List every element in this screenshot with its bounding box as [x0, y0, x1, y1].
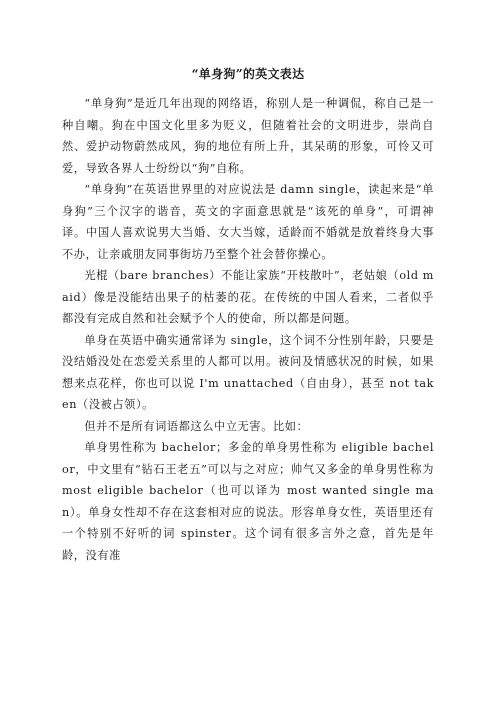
paragraph-1: “单身狗”是近几年出现的网络语，称别人是一种调侃，称自己是一种自嘲。狗在中国文化里多为贬义，但随着社会的文明进步，崇尚自然、爱护动物蔚然成风，狗的地位有所上升，其呆萌的形象，可怜又可爱，导致各界人士纷纷以“狗”自称。	[62, 97, 434, 175]
document-title: “单身狗”的英文表达	[191, 67, 305, 81]
paragraph-4: 单身在英语中确实通常译为 single，这个词不分性别年龄，只要是没结婚没处在恋爱关系里的人都可以用。被问及情感状况的时候，如果想来点花样，你也可以说 I'm unattached（自由身），甚至 not taken（没被占领）。	[62, 333, 434, 411]
document-body	[62, 93, 434, 566]
paragraph-2: “单身狗”在英语世界里的对应说法是 damn single，读起来是“单身狗”三个汉字的谐音，英文的字面意思就是“该死的单身”，可谓神译。中国人喜欢说男大当婚、女大当嫁，适龄而不婚就是放着终身大事不办，让亲戚朋友同事街坊乃至整个社会替你操心。	[62, 183, 434, 261]
paragraph-5: 但并不是所有词语都这么中立无害。比如：	[84, 419, 309, 433]
paragraph-6: 单身男性称为 bachelor；多金的单身男性称为 eligible bachelor，中文里有“钻石王老五”可以与之对应；帅气又多金的单身男性称为 most eligible bachelor（也可以译为 most wanted single man）。单身女性却不存在这套相对应的说法。形容单身女性，英语里还有一个特别不好听的词 spinster。这个词有很多言外之意，首先是年龄，没有准	[62, 441, 434, 562]
paragraph-3: 光棍（bare branches）不能让家族“开枝散叶”，老姑娘（old maid）像是没能结出果子的枯萎的花。在传统的中国人看来，二者似乎都没有完成自然和社会赋予个人的使命，所以都是问题。	[62, 269, 434, 325]
